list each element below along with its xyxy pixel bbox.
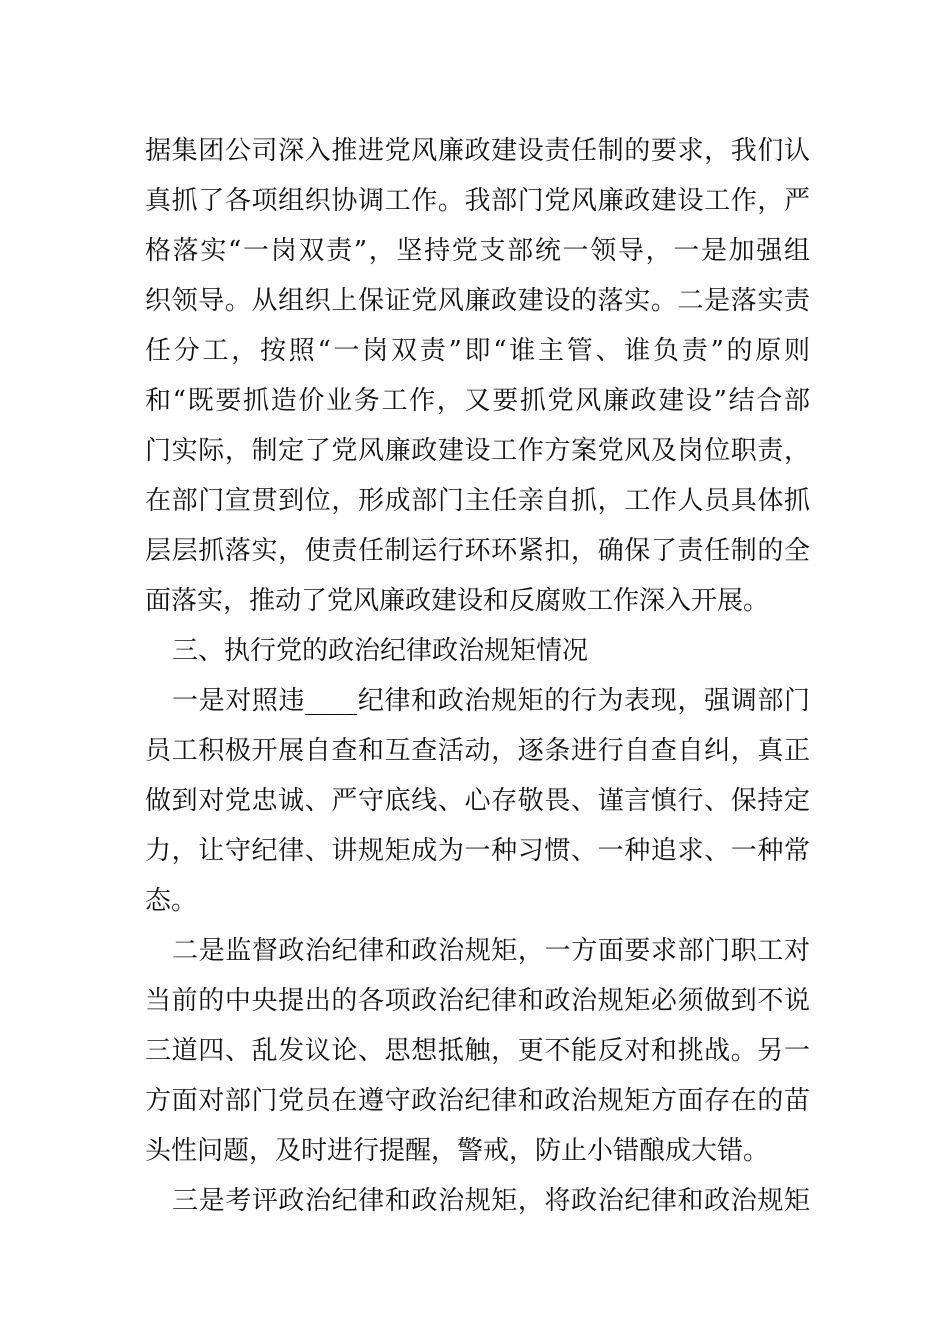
body-text-line: 一是对照违____纪律和政治规矩的行为表现，强调部门 xyxy=(172,686,810,716)
body-text-line: 方面对部门党员在遵守政治纪律和政治规矩方面存在的苗 xyxy=(145,1086,810,1116)
body-text-line: 二是监督政治纪律和政治规矩，一方面要求部门职工对 xyxy=(172,936,810,966)
body-text-line: 三是考评政治纪律和政治规矩，将政治纪律和政治规矩 xyxy=(172,1186,810,1216)
section-heading: 三、执行党的政治纪律政治规矩情况 xyxy=(172,636,589,666)
body-text-line: 当前的中央提出的各项政治纪律和政治规矩必须做到不说 xyxy=(145,986,810,1016)
body-text-line: 层层抓落实，使责任制运行环环紧扣，确保了责任制的全 xyxy=(145,536,810,566)
body-text-line: 据集团公司深入推进党风廉政建设责任制的要求，我们认 xyxy=(145,136,810,166)
body-text-line: 三道四、乱发议论、思想抵触，更不能反对和挑战。另一 xyxy=(145,1036,810,1066)
body-text-line: 门实际，制定了党风廉政建设工作方案党风及岗位职责， xyxy=(145,436,810,466)
body-text-line: 头性问题，及时进行提醒，警戒，防止小错酿成大错。 xyxy=(145,1136,770,1166)
body-text-line: 任分工，按照“一岗双责”即“谁主管、谁负责”的原则 xyxy=(145,336,810,366)
body-text-line: 真抓了各项组织协调工作。我部门党风廉政建设工作，严 xyxy=(145,186,810,216)
body-text-line: 面落实，推动了党风廉政建设和反腐败工作深入开展。 xyxy=(145,586,770,616)
body-text-line: 格落实“一岗双责”，坚持党支部统一领导，一是加强组 xyxy=(145,236,810,266)
body-text-line: 员工积极开展自查和互查活动，逐条进行自查自纠，真正 xyxy=(145,736,810,766)
body-text-line: 织领导。从组织上保证党风廉政建设的落实。二是落实责 xyxy=(145,286,810,316)
body-text-line: 态。 xyxy=(145,886,198,916)
body-text-line: 和“既要抓造价业务工作，又要抓党风廉政建设”结合部 xyxy=(145,386,810,416)
body-text-line: 力，让守纪律、讲规矩成为一种习惯、一种追求、一种常 xyxy=(145,836,810,866)
body-text-line: 做到对党忠诚、严守底线、心存敬畏、谨言慎行、保持定 xyxy=(145,786,810,816)
body-text-line: 在部门宣贯到位，形成部门主任亲自抓，工作人员具体抓 xyxy=(145,486,810,516)
